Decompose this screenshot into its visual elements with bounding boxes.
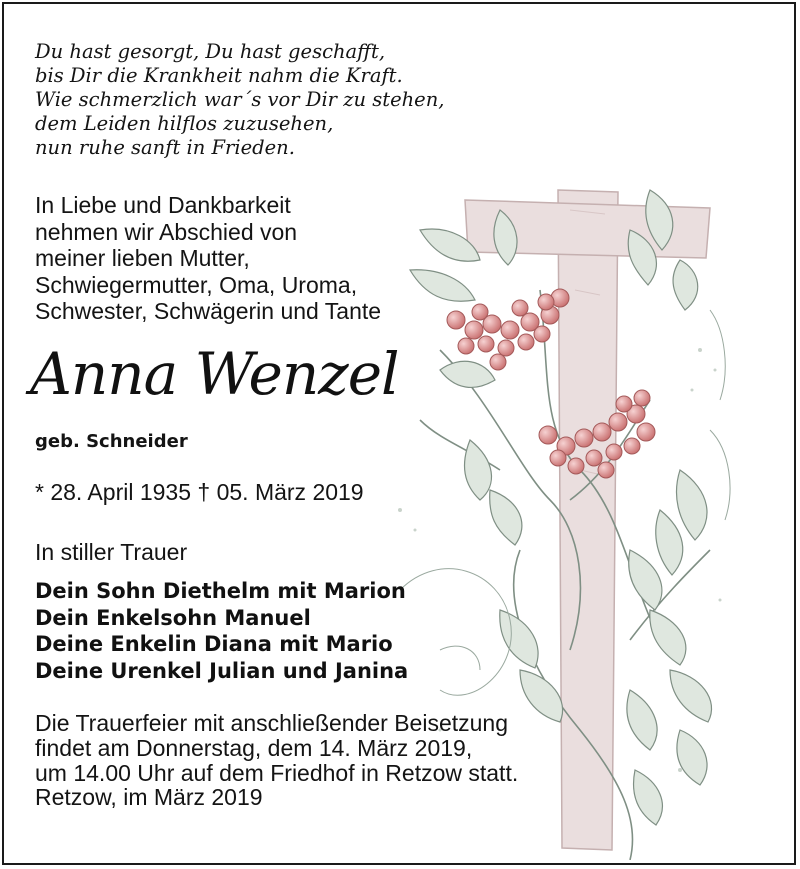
- mourning-label: In stiller Trauer: [35, 539, 188, 565]
- family-member: Deine Enkelin Diana mit Mario: [35, 632, 393, 656]
- service-line: Retzow, im März 2019: [35, 784, 263, 811]
- service-info: [35, 711, 635, 810]
- family-member: Deine Urenkel Julian und Janina: [35, 658, 409, 683]
- intro-line: In Liebe und Dankbarkeit: [35, 192, 291, 218]
- service-line: findet am Donnerstag, dem 14. März 2019,: [35, 734, 473, 761]
- intro-line: Schwiegermutter, Oma, Uroma,: [35, 271, 358, 298]
- poem: [35, 40, 475, 160]
- family-member: Dein Sohn Diethelm mit Marion: [35, 579, 406, 603]
- poem-line: Wie schmerzlich war´s vor Dir zu stehen,: [35, 88, 445, 111]
- family-member: Dein Enkelsohn Manuel: [35, 605, 311, 630]
- intro-line: Schwester, Schwägerin und Tante: [35, 298, 382, 325]
- family-list: [35, 578, 495, 684]
- poem-line: Du hast gesorgt, Du hast geschafft,: [35, 40, 386, 63]
- poem-line: dem Leiden hilflos zuzusehen,: [35, 112, 334, 135]
- service-line: um 14.00 Uhr auf dem Friedhof in Retzow statt.: [35, 759, 519, 786]
- service-line: Die Trauerfeier mit anschließender Beisetzung: [35, 710, 509, 736]
- intro-line: nehmen wir Abschied von: [35, 218, 298, 245]
- intro-line: meiner lieben Mutter,: [35, 245, 250, 272]
- poem-line: nun ruhe sanft in Frieden.: [35, 136, 295, 159]
- farewell-intro: [35, 192, 495, 325]
- poem-line: bis Dir die Krankheit nahm die Kraft.: [35, 64, 403, 87]
- deceased-name: Anna Wenzel: [30, 340, 399, 408]
- life-dates: * 28. April 1935 † 05. März 2019: [35, 479, 364, 505]
- birth-name: geb. Schneider: [35, 431, 188, 452]
